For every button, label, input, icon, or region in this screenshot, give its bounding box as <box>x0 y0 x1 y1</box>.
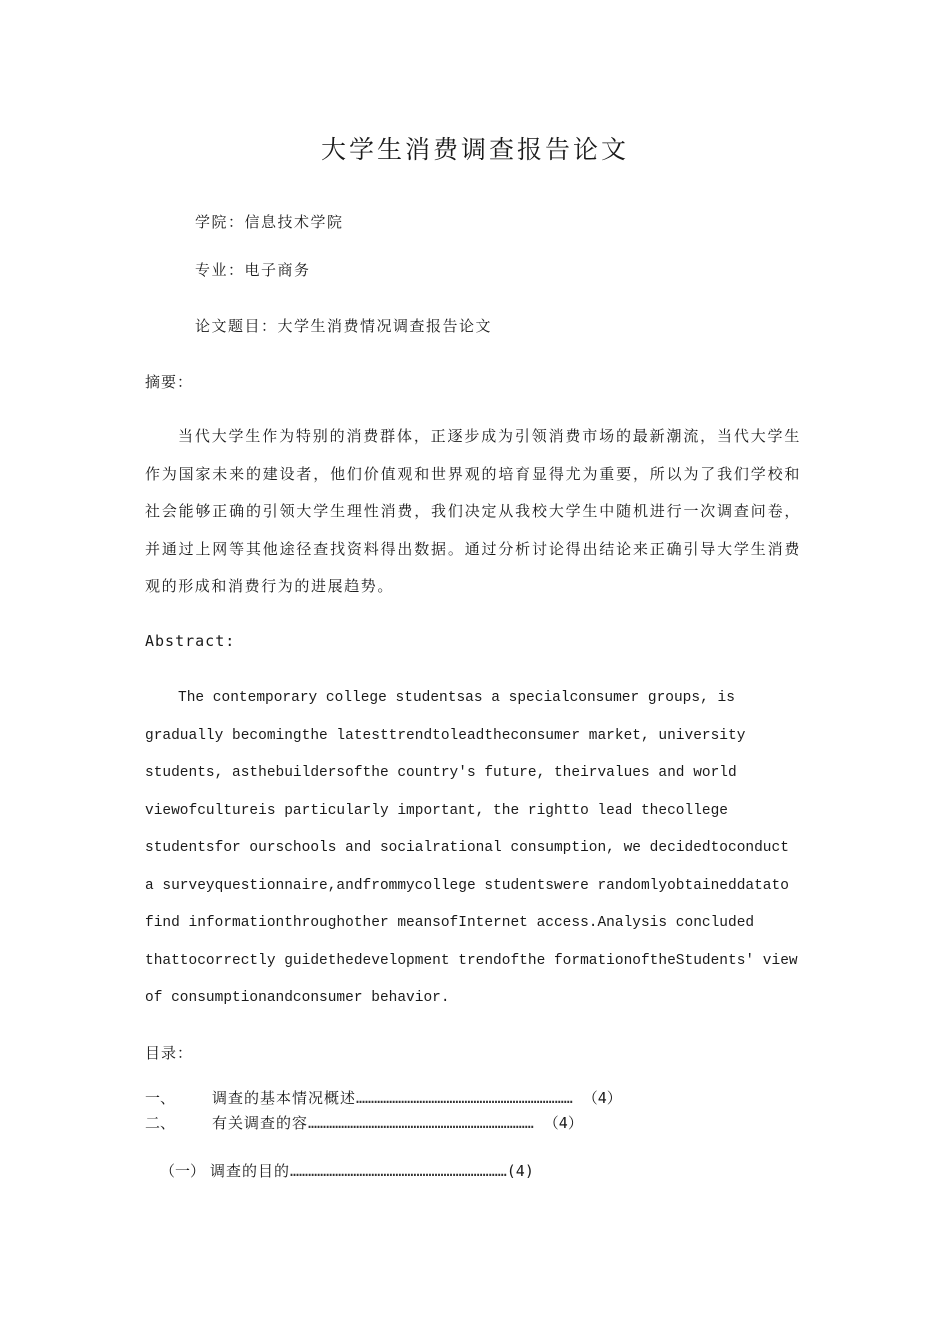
toc-leader-dots: ………………………………………………………………… <box>308 1114 534 1132</box>
toc-item-page: （4） <box>543 1114 583 1132</box>
toc-subitem-number: （一） <box>160 1162 206 1180</box>
toc-label: 目录： <box>145 1044 194 1062</box>
toc-subitem-1[interactable] <box>160 1160 534 1181</box>
major-line: 专业：电子商务 <box>195 261 311 279</box>
abstract-en-label: Abstract: <box>145 632 236 650</box>
toc-subitem-page: (4) <box>506 1162 534 1180</box>
toc-item-page: （4） <box>582 1089 622 1107</box>
toc-item-number: 二、 <box>145 1114 176 1132</box>
toc-item-text: 调查的基本情况概述 <box>212 1089 357 1107</box>
topic-line: 论文题目：大学生消费情况调查报告论文 <box>195 317 493 335</box>
document-title: 大学生消费调查报告论文 <box>320 135 629 164</box>
toc-subitem-text: 调查的目的 <box>210 1162 291 1180</box>
toc-item-number: 一、 <box>145 1089 176 1107</box>
toc-item-text: 有关调查的容 <box>212 1114 309 1132</box>
college-line: 学院：信息技术学院 <box>195 213 344 231</box>
abstract-cn-paragraph: 当代大学生作为特别的消费群体，正逐步成为引领消费市场的最新潮流，当代大学生作为国家未来的建设者，他们价值观和世界观的培育显得尤为重要，所以为了我们学校和社会能够正确的引领大学生理性消费，我们决定从我校大学生中随机进行一次调查问卷，并通过上网等其他途径查找资料得出数据。通过分析讨论得出结论来正确引导大学生消费观的形成和消费行为的进展趋势。 <box>145 427 801 595</box>
toc-item-2[interactable] <box>145 1112 583 1133</box>
abstract-cn-label: 摘要： <box>145 373 194 391</box>
abstract-en-paragraph: The contemporary college studentsas a specialconsumer groups, is gradually becomingthe latesttrendtoleadtheconsumer market, university students, asthebuildersofthe country's future, theirvalues and world viewofcultureis particularly important, the rightto lead thecollege studentsfor ourschools and socialrational consumption, we decidedtoconduct a surveyquestionnaire,andfrommycollege studentswere randomlyobtaineddatato find informationthroughother meansofInternet access.Analysis concluded thattocorrectly guidethedevelopment trendofthe formationoftheStudents' view of consumptionandconsumer behavior. <box>145 690 798 1006</box>
toc-item-1[interactable] <box>145 1087 622 1108</box>
toc-leader-dots: ……………………………………………………………… <box>290 1162 507 1180</box>
toc-leader-dots: ……………………………………………………………… <box>356 1089 573 1107</box>
